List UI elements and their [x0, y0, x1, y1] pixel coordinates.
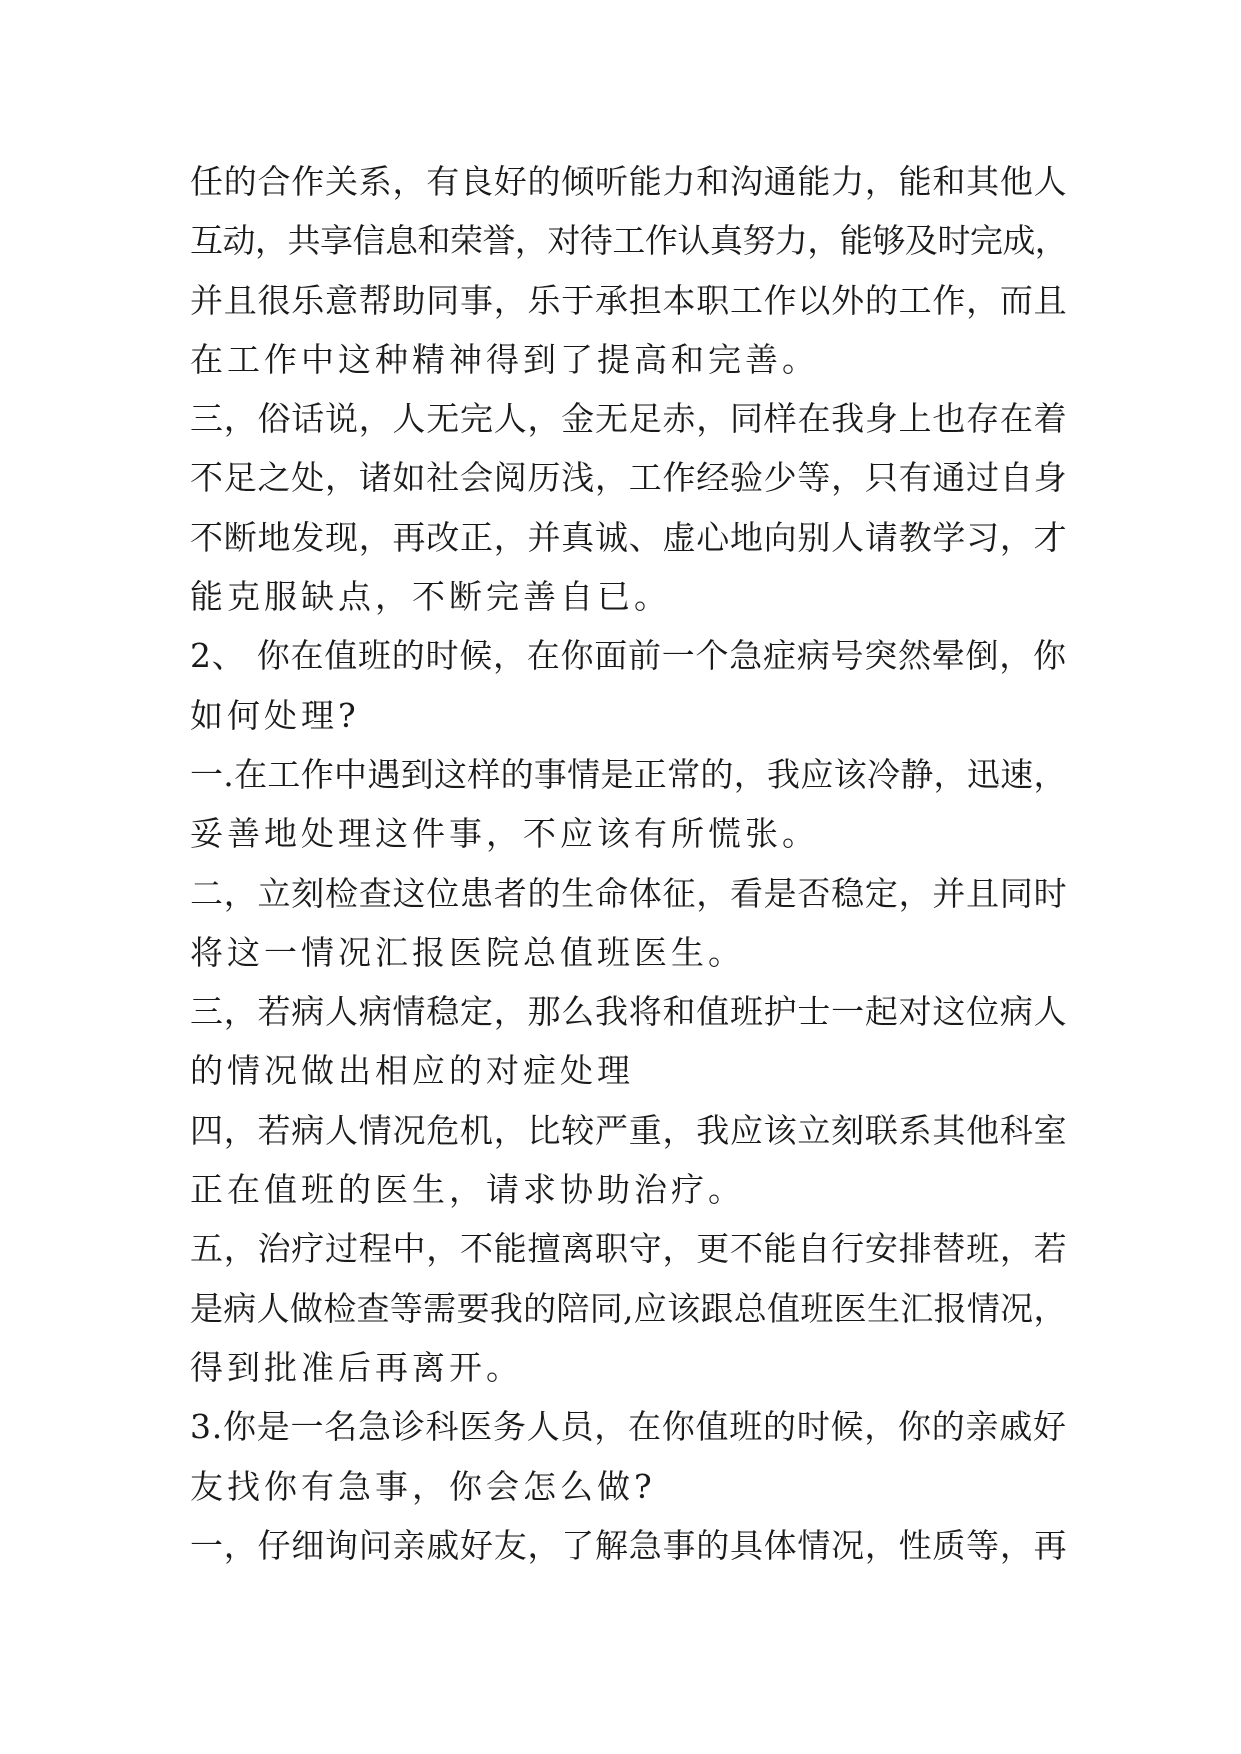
text-line: 一，仔细询问亲戚好友，了解急事的具体情况，性质等，再: [190, 1525, 1068, 1565]
text-line: 四，若病人情况危机，比较严重，我应该立刻联系其他科室: [190, 1110, 1068, 1150]
text-line: 妥善地处理这件事，不应该有所慌张。: [190, 814, 819, 854]
text-line: 正在值班的医生，请求协助治疗。: [190, 1170, 745, 1210]
text-line: 二，立刻检查这位患者的生命体征，看是否稳定，并且同时: [190, 873, 1068, 913]
text-line: 得到批准后再离开。: [190, 1347, 523, 1387]
text-line: 三，若病人病情稳定，那么我将和值班护士一起对这位病人: [190, 992, 1068, 1032]
text-line: 五，治疗过程中，不能擅离职守，更不能自行安排替班，若: [190, 1229, 1068, 1269]
text-line: 三，俗话说，人无完人，金无足赤，同样在我身上也存在着: [190, 399, 1068, 439]
text-line: 3.你是一名急诊科医务人员，在你值班的时候，你的亲戚好: [190, 1407, 1067, 1447]
text-line: 在工作中这种精神得到了提高和完善。: [190, 339, 819, 379]
text-line: 能克服缺点，不断完善自已。: [190, 577, 671, 617]
text-line: 的情况做出相应的对症处理: [190, 1051, 634, 1091]
text-line: 2、 你在值班的时候，在你面前一个急症病号突然晕倒，你: [190, 636, 1067, 676]
text-line: 并且很乐意帮助同事，乐于承担本职工作以外的工作，而且: [190, 280, 1068, 320]
text-line: 任的合作关系，有良好的倾听能力和沟通能力，能和其他人: [190, 162, 1068, 201]
document-body: [190, 152, 1070, 1575]
text-line: 不断地发现，再改正，并真诚、虚心地向别人请教学习，才: [190, 517, 1068, 557]
text-line: 友找你有急事，你会怎么做?: [190, 1466, 656, 1506]
text-line: 一.在工作中遇到这样的事情是正常的，我应该冷静，迅速，: [190, 754, 1067, 794]
text-line: 是病人做检查等需要我的陪同,应该跟总值班医生汇报情况，: [190, 1288, 1067, 1328]
text-line: 不足之处，诸如社会阅历浅，工作经验少等，只有通过自身: [190, 458, 1068, 498]
text-line: 互动，共享信息和荣誉，对待工作认真努力，能够及时完成，: [190, 221, 1068, 261]
text-line: 将这一情况汇报医院总值班医生。: [190, 932, 745, 972]
text-line: 如何处理?: [190, 695, 360, 735]
